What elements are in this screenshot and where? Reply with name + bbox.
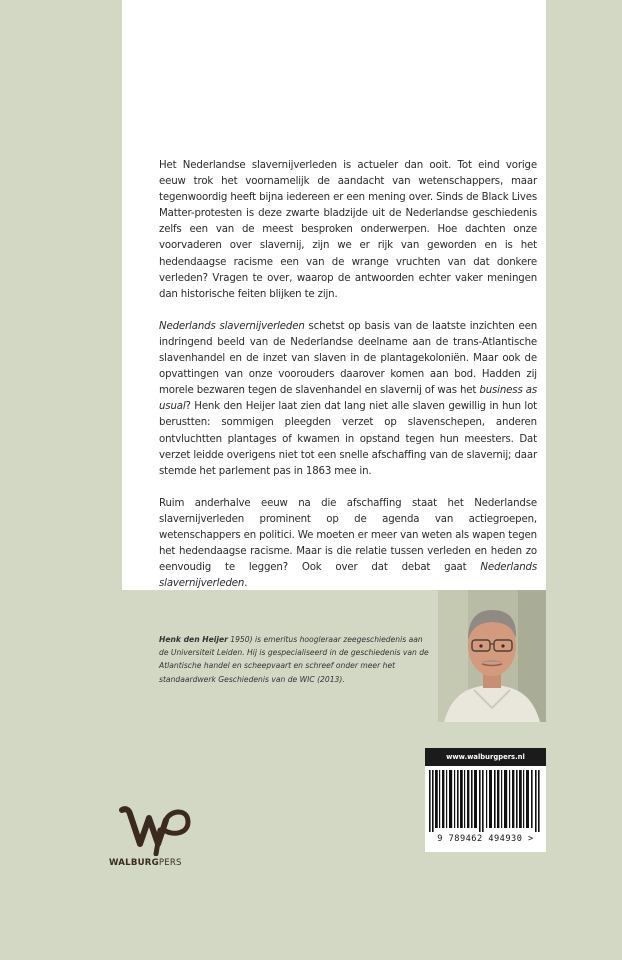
isbn-digits: 9 789462 494930 > <box>437 834 534 844</box>
isbn-barcode-icon <box>429 770 542 832</box>
publisher-name-regular: PERS <box>158 858 182 868</box>
blurb-paragraph-1 <box>159 158 537 303</box>
author-name: Henk den Heijer <box>159 635 228 644</box>
author-portrait-image <box>438 590 546 722</box>
publisher-name-bold: WALBURG <box>109 858 159 868</box>
book-title-inline: Nederlands slavernijverleden <box>159 562 537 590</box>
walburg-pers-logo-icon <box>116 800 196 856</box>
blurb-paragraph-3 <box>159 496 537 593</box>
blurb-paragraph-2 <box>159 319 537 480</box>
barcode-box <box>425 748 546 852</box>
author-photo <box>438 590 546 722</box>
blurb-emphasis: business as usual <box>159 385 537 413</box>
publisher-name <box>109 858 182 868</box>
author-bio <box>159 633 431 686</box>
blurb-paragraph-3-text-b: . <box>244 578 248 590</box>
author-bio-text: 1950) is emeritus hoogleraar zeegeschiedenis aan de Universiteit Leiden. Hij is gespecialiseerd in de geschiedenis van de Atlantische handel en scheepvaart en schreef onder meer het standaardwerk Geschiedenis van de WIC (2013). <box>159 635 429 684</box>
blurb-paragraph-2-text-b: ? Henk den Heijer laat zien dat lang niet alle slaven gewillig in hun lot berustten: sommigen pleegden verzet op slavenschepen, anderen ontvluchtten plantages of kwamen in opstand tegen hun meesters. Dat verzet leidde overigens niet tot een snelle afschaffing van de slavernij; daar stemde het parlement pas in 1863 mee in. <box>159 401 537 477</box>
publisher-logo <box>116 800 196 860</box>
blurb-text <box>159 158 537 608</box>
blurb-paragraph-3-text-a: Ruim anderhalve eeuw na die afschaffing staat het Nederlandse slavernijverleden prominent op de agenda van actiegroepen, wetenschappers en politici. We moeten er meer van weten als wapen tegen het hedendaagse racisme. Maar is die relatie tussen verleden en heden zo eenvoudig te leggen? Ook over dat debat gaat <box>159 497 537 574</box>
book-title-inline: Nederlands slavernijverleden <box>159 320 305 332</box>
blurb-paragraph-1-text: Het Nederlandse slavernijverleden is actueler dan ooit. Tot eind vorige eeuw trok het voornamelijk de aandacht van wetenschappers, maar tegenwoordig heeft bijna iedereen er een mening over. Sinds de Black Lives Matter-protesten is deze zwarte bladzijde uit de Nederlandse geschiedenis zelfs een van de meest besproken onderwerpen. Hoe dachten onze voorvaderen over slavernij, zijn we er rijk van geworden en is het hedendaagse racisme een van de wrange vruchten van dat donkere verleden? Vragen te over, waarop de antwoorden echter vaker meningen dan historische feiten blijken te zijn. <box>159 160 537 300</box>
blurb-paragraph-2-text-a: schetst op basis van de laatste inzichten een indringend beeld van de Nederlandse deelname aan de trans-Atlantische slavenhandel en de inzet van slaven in de plantagekoloniën. Maar ook de opvattingen van onze voorouders daarover komen aan bod. Hadden zij morele bezwaren tegen de slavenhandel en slavernij of was het <box>159 320 537 397</box>
publisher-url: www.walburgpers.nl <box>425 748 546 766</box>
